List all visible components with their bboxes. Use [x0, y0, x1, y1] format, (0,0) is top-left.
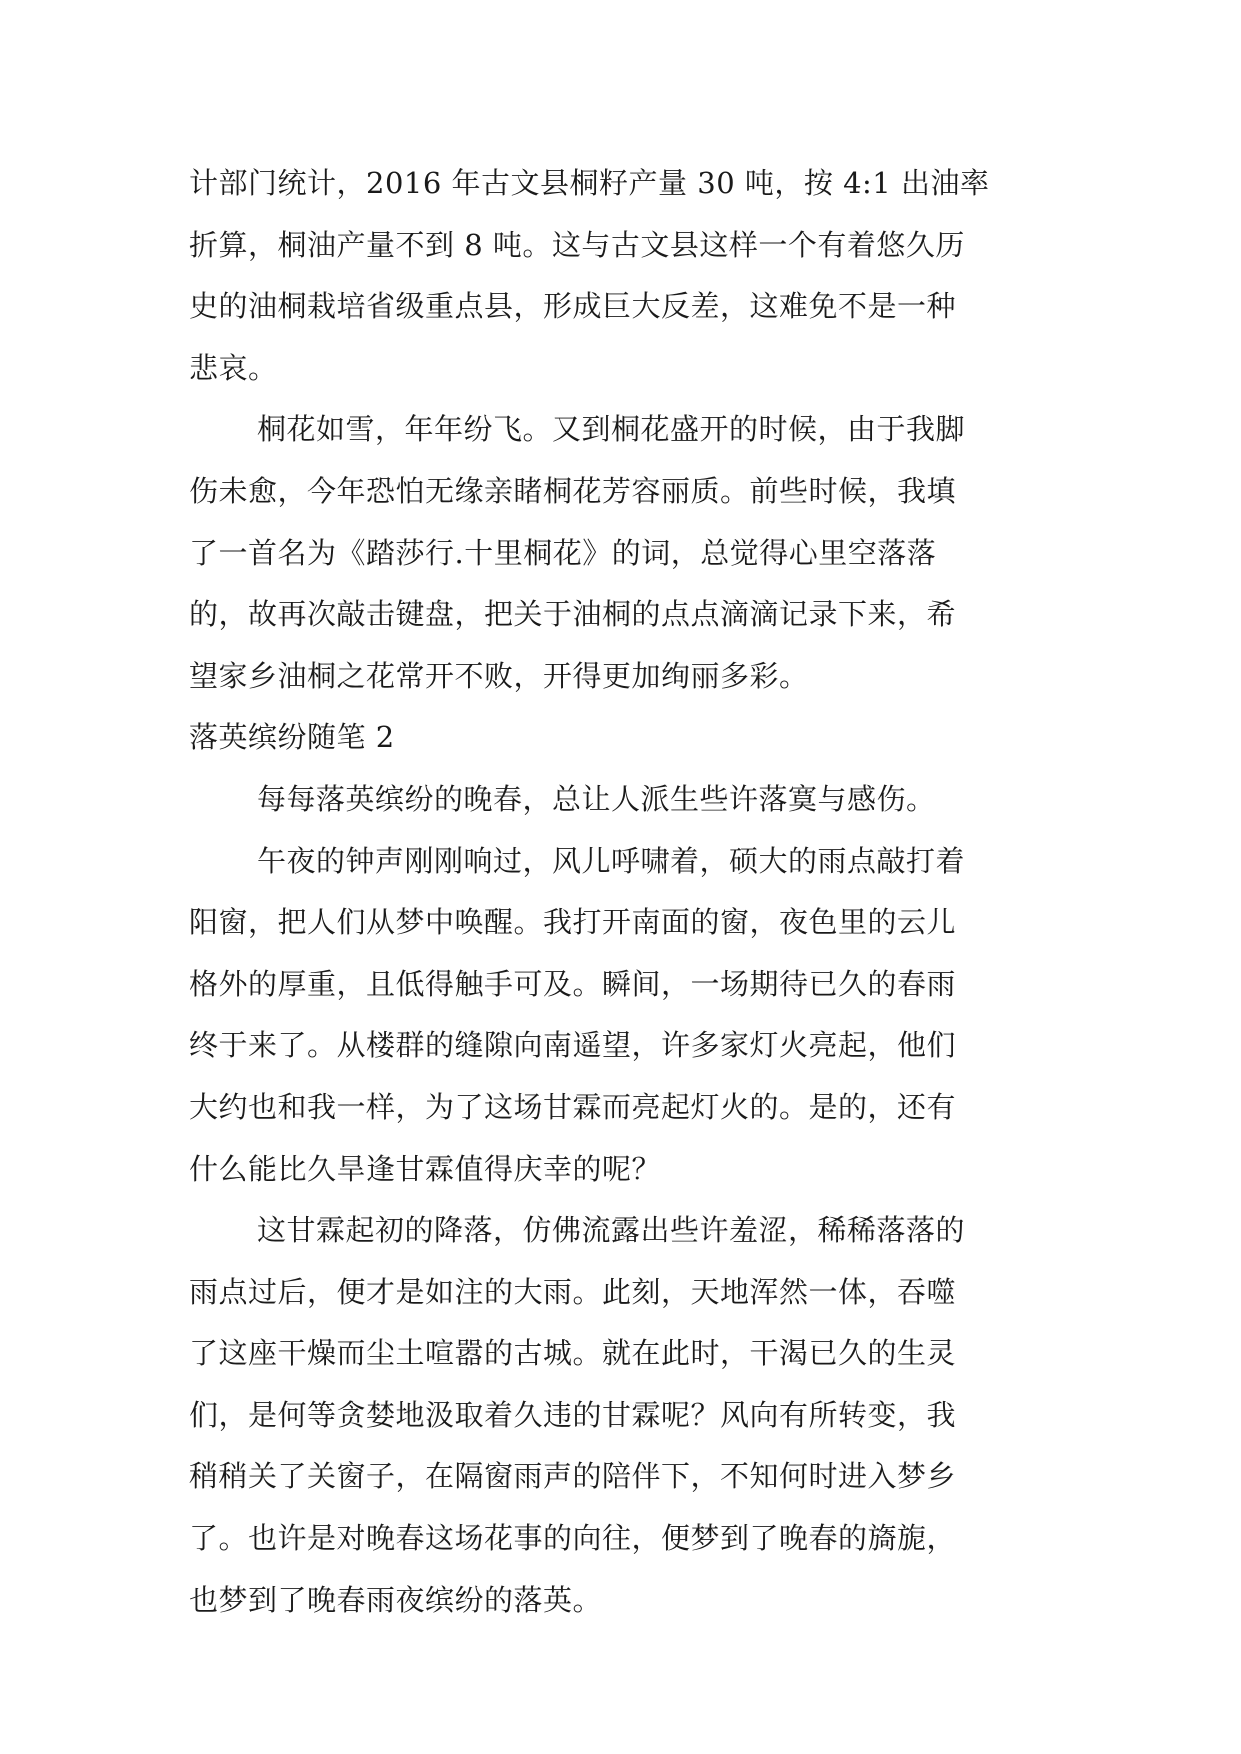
text-line-16: 大约也和我一样，为了这场甘霖而亮起灯火的。是的，还有 — [189, 1089, 957, 1124]
text-line-20: 了这座干燥而尘土喧嚣的古城。就在此时，干渴已久的生灵 — [189, 1336, 957, 1371]
text-line-22: 稍稍关了关窗子，在隔窗雨声的陪伴下，不知何时进入梦乡 — [189, 1459, 957, 1494]
text-line-2: 折算，桐油产量不到 8 吨。这与古文县这样一个有着悠久历 — [189, 227, 965, 262]
text-line-24: 也梦到了晚春雨夜缤纷的落英。 — [189, 1582, 603, 1617]
text-line-19: 雨点过后，便才是如注的大雨。此刻，天地浑然一体，吞噬 — [189, 1274, 957, 1309]
text-line-5: 桐花如雪，年年纷飞。又到桐花盛开的时候，由于我脚 — [257, 412, 966, 447]
text-line-13: 阳窗，把人们从梦中唤醒。我打开南面的窗，夜色里的云儿 — [189, 905, 957, 940]
text-line-6: 伤未愈，今年恐怕无缘亲睹桐花芳容丽质。前些时候，我填 — [189, 473, 957, 508]
text-line-12: 午夜的钟声刚刚响过，风儿呼啸着，硕大的雨点敲打着 — [257, 843, 966, 878]
section-heading: 落英缤纷随笔 2 — [189, 720, 395, 755]
text-line-21: 们，是何等贪婪地汲取着久违的甘霖呢？风向有所转变，我 — [189, 1397, 957, 1432]
text-line-17: 什么能比久旱逢甘霖值得庆幸的呢？ — [189, 1151, 662, 1186]
text-line-8: 的，故再次敲击键盘，把关于油桐的点点滴滴记录下来，希 — [189, 597, 957, 632]
text-line-18: 这甘霖起初的降落，仿佛流露出些许羞涩，稀稀落落的 — [257, 1213, 966, 1248]
text-line-1: 计部门统计，2016 年古文县桐籽产量 30 吨，按 4:1 出油率 — [189, 166, 990, 200]
document-body — [189, 153, 1049, 1631]
text-line-15: 终于来了。从楼群的缝隙向南遥望，许多家灯火亮起，他们 — [189, 1028, 957, 1063]
text-line-11: 每每落英缤纷的晚春，总让人派生些许落寞与感伤。 — [257, 781, 936, 816]
text-line-4: 悲哀。 — [189, 350, 278, 385]
text-line-9: 望家乡油桐之花常开不败，开得更加绚丽多彩。 — [189, 658, 809, 693]
text-line-23: 了。也许是对晚春这场花事的向往，便梦到了晚春的旖旎， — [189, 1521, 957, 1556]
text-line-14: 格外的厚重，且低得触手可及。瞬间，一场期待已久的春雨 — [189, 966, 957, 1001]
text-line-7: 了一首名为《踏莎行.十里桐花》的词，总觉得心里空落落 — [189, 535, 937, 570]
text-line-3: 史的油桐栽培省级重点县，形成巨大反差，这难免不是一种 — [189, 289, 957, 324]
